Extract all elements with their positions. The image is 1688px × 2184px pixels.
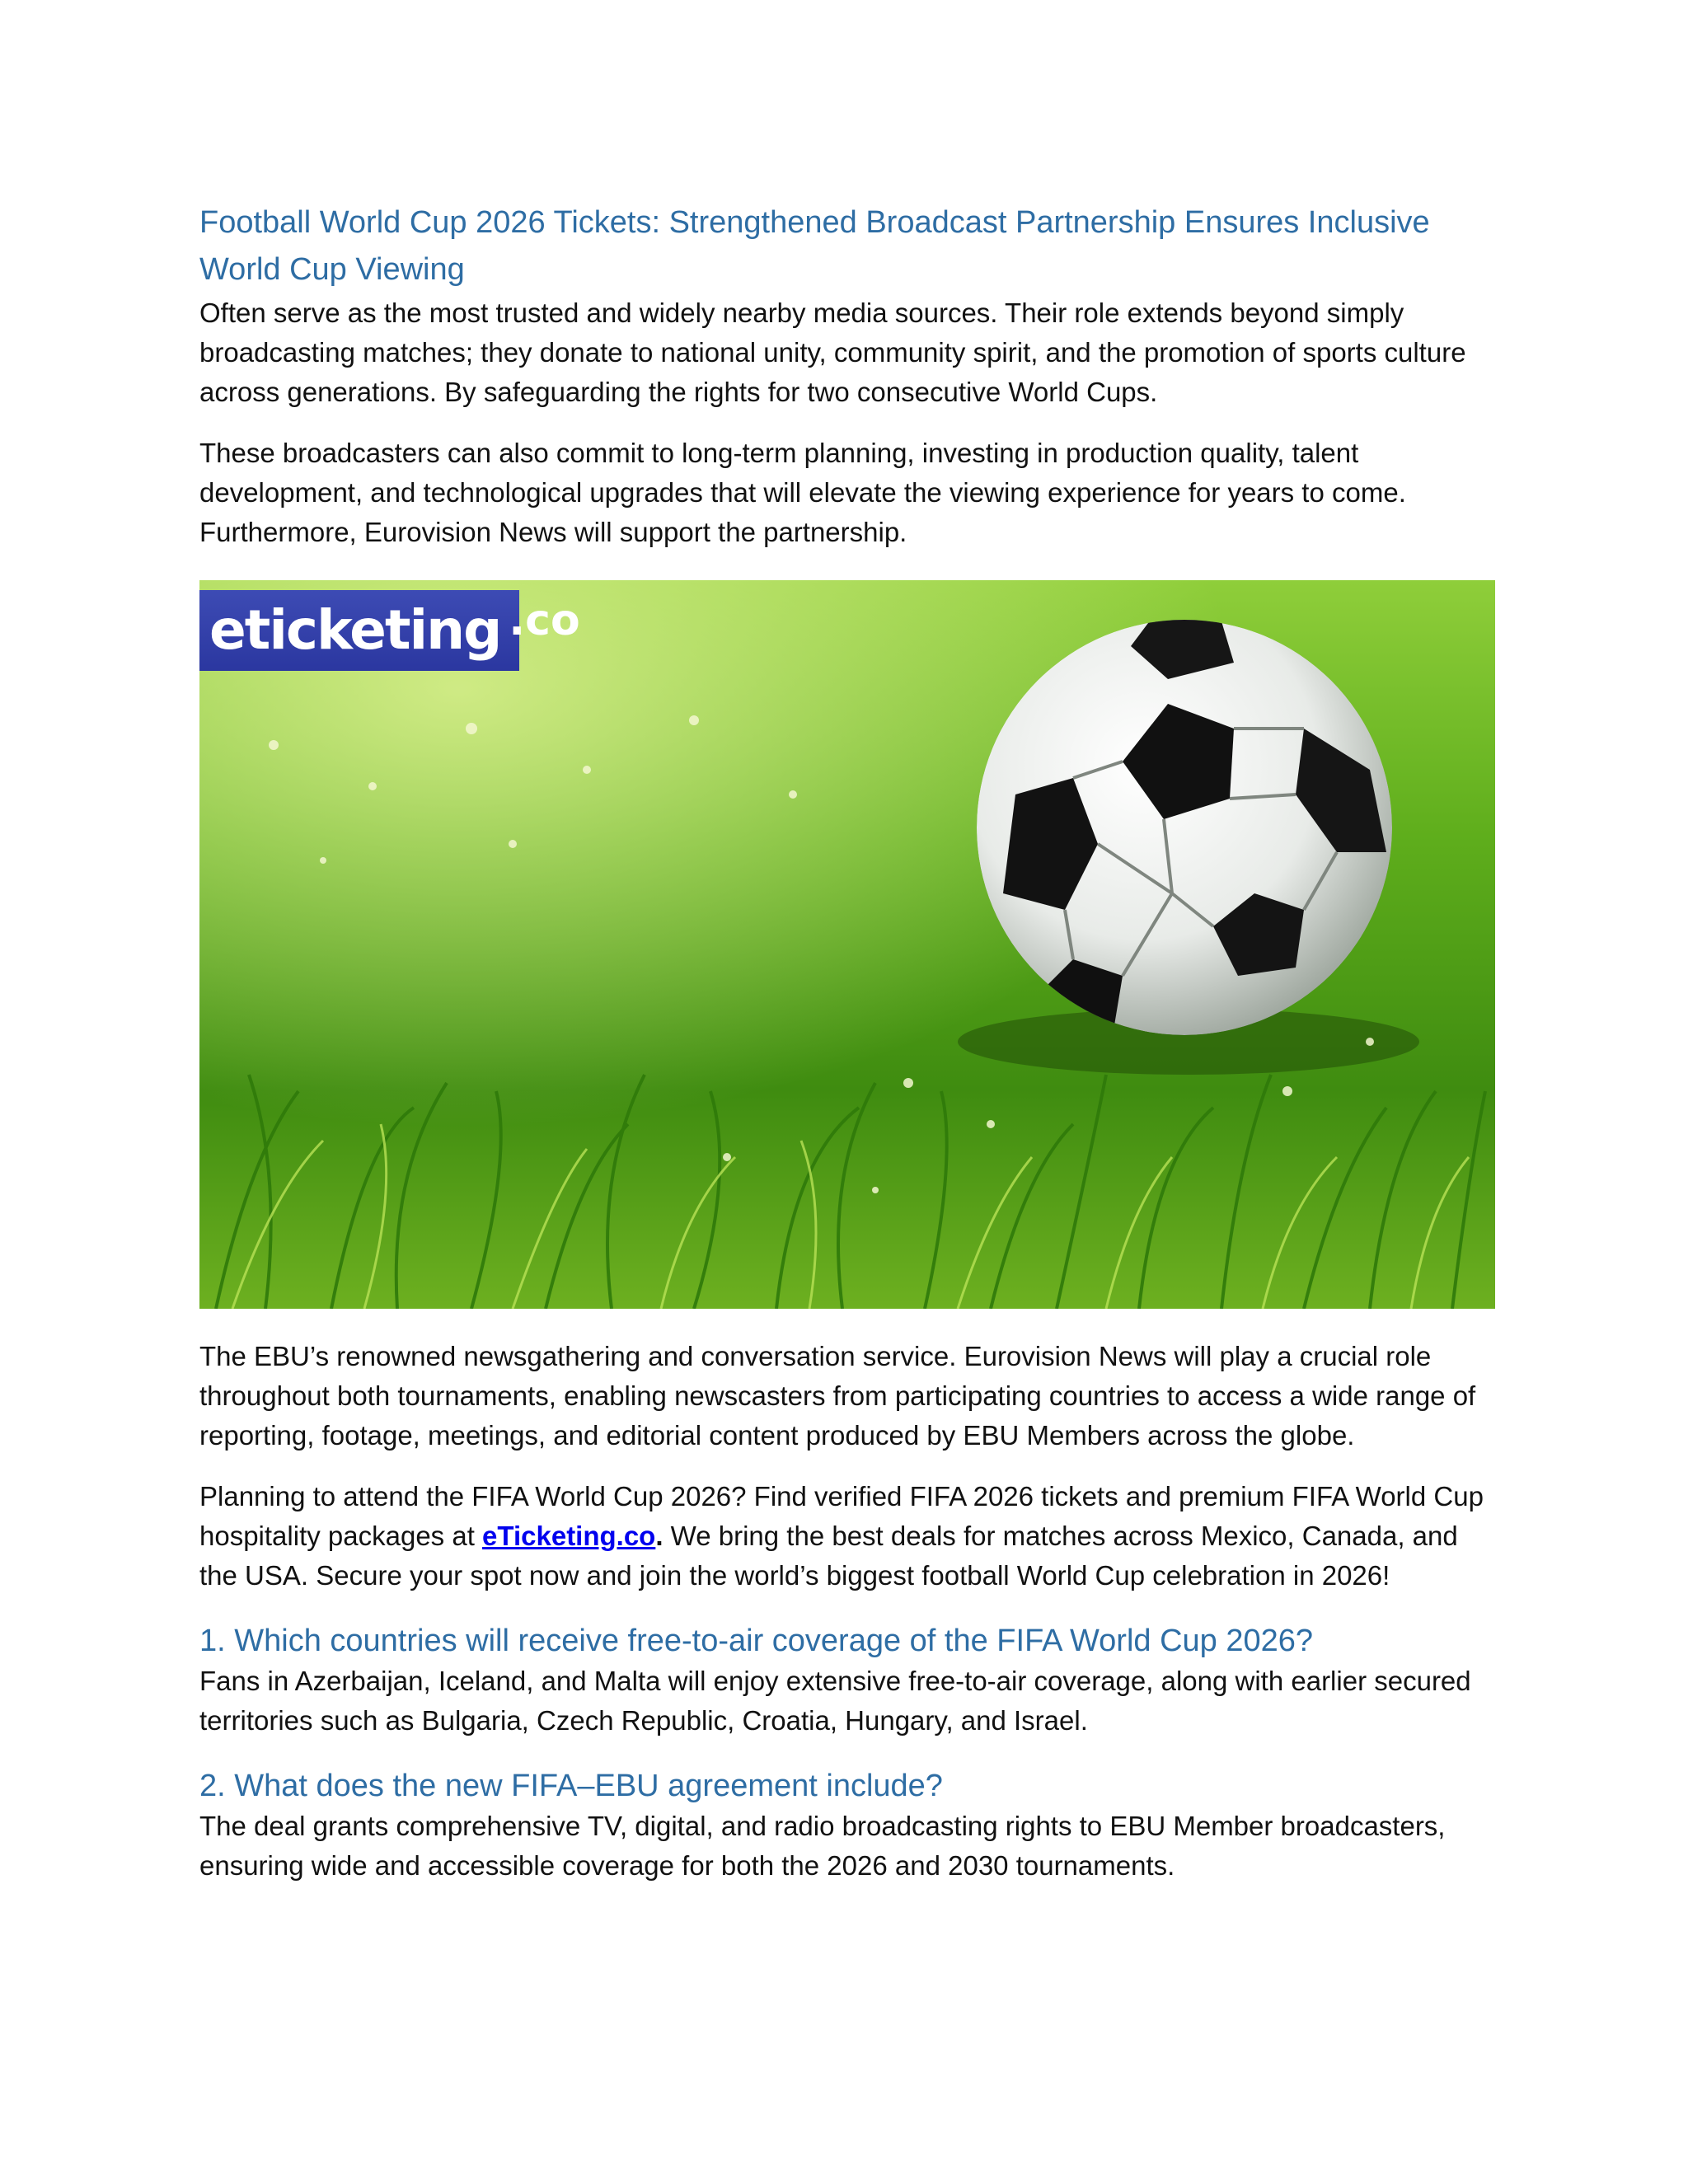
soccer-ball-image [199,580,1495,1309]
intro-paragraph-2: These broadcasters can also commit to long-term planning, investing in production quality, talent development, and technological upgrades that will elevate the viewing experience for years to come. Furthermore, Eurovision News will support the partnership. [199,438,1406,547]
grass-field-illustration [199,580,1495,1309]
body-paragraph-2-period: . [655,1521,663,1551]
faq-answer-2: The deal grants comprehensive TV, digital, and radio broadcasting rights to EBU Member broadcasters, ensuring wide and accessible coverage for both the 2026 and 2030 tournaments. [199,1811,1446,1881]
logo-wordmark: eticketing [209,598,501,662]
article [199,199,1495,1886]
faq-question-2: 2. What does the new FIFA–EBU agreement include? [199,1769,943,1803]
logo-suffix: .co [509,596,580,645]
article-title: Football World Cup 2026 Tickets: Strengthened Broadcast Partnership Ensures Inclusive World Cup Viewing [199,205,1430,287]
faq-answer-1: Fans in Azerbaijan, Iceland, and Malta will enjoy extensive free-to-air coverage, along with earlier secured territories such as Bulgaria, Czech Republic, Croatia, Hungary, and Israel. [199,1666,1471,1736]
body-paragraph-2-text-b: We bring the best deals for matches across Mexico, Canada, and the USA. Secure your spot now and join the world’s biggest football World Cup celebration in 2026! [199,1521,1458,1591]
body-paragraph-1: The EBU’s renowned newsgathering and conversation service. Eurovision News will play a crucial role throughout both tournaments, enabling newscasters from participating countries to access a wide range of reporting, footage, meetings, and editorial content produced by EBU Members across the globe. [199,1341,1476,1451]
body-paragraph-2-text-a: Planning to attend the FIFA World Cup 2026? Find verified FIFA 2026 tickets and premium FIFA World Cup hospitality packages at [199,1481,1484,1551]
eticketing-logo [199,590,580,671]
body-paragraph-2 [199,1477,1495,1596]
intro-paragraph-1: Often serve as the most trusted and widely nearby media sources. Their role extends beyond simply broadcasting matches; they donate to national unity, community spirit, and the promotion of sports culture across generations. By safeguarding the rights for two consecutive World Cups. [199,298,1466,407]
eticketing-link[interactable]: eTicketing.co [482,1521,656,1551]
faq-question-1: 1. Which countries will receive free-to-air coverage of the FIFA World Cup 2026? [199,1624,1314,1658]
